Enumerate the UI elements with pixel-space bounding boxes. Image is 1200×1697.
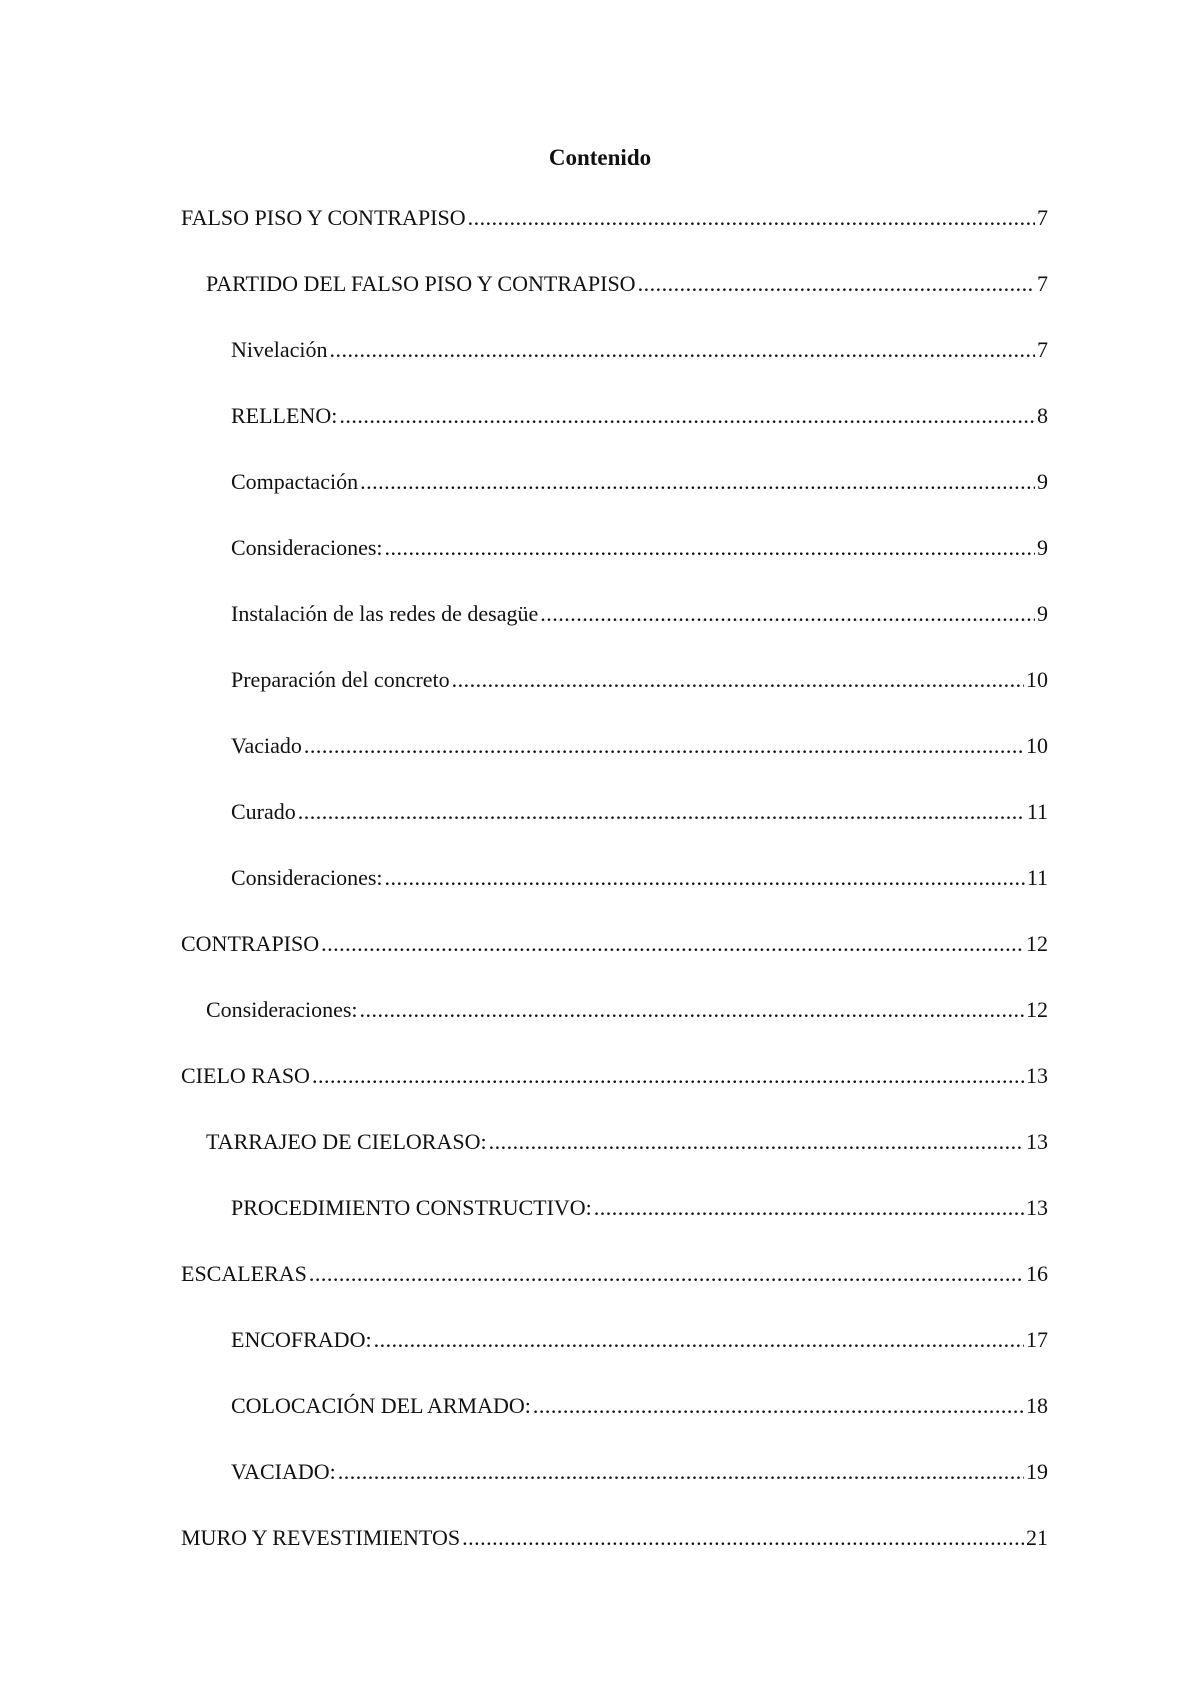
toc-entry-page-number: 16 (1026, 1261, 1048, 1286)
dot-leader (540, 600, 1035, 628)
dot-leader (321, 930, 1024, 958)
dot-leader (339, 402, 1035, 430)
toc-entry-label: CIELO RASO (181, 1063, 310, 1088)
toc-entry-page-number: 12 (1026, 931, 1048, 956)
toc-entry-label: PARTIDO DEL FALSO PISO Y CONTRAPISO (206, 271, 636, 296)
toc-entry-label: Consideraciones: (231, 865, 383, 890)
toc-entry-procedimiento-constructivo[interactable] (0, 1194, 1200, 1260)
dot-leader (360, 996, 1024, 1024)
toc-entry-consideraciones-3[interactable] (0, 996, 1200, 1062)
toc-entry-page-number: 13 (1026, 1129, 1048, 1154)
toc-entry-label: ESCALERAS (181, 1261, 307, 1286)
dot-leader (638, 270, 1035, 298)
toc-entry-label: Preparación del concreto (231, 667, 450, 692)
toc-entry-falso-piso-y-contrapiso[interactable] (0, 204, 1200, 270)
toc-entry-label: Curado (231, 799, 296, 824)
dot-leader (360, 468, 1035, 496)
toc-entry-page-number: 17 (1026, 1327, 1048, 1352)
toc-entry-label: VACIADO: (231, 1459, 336, 1484)
dot-leader (374, 1326, 1024, 1354)
dot-leader (330, 336, 1035, 364)
toc-entry-label: Nivelación (231, 337, 328, 362)
toc-entry-vaciado-escaleras[interactable] (0, 1458, 1200, 1524)
toc-entry-page-number: 13 (1026, 1195, 1048, 1220)
toc-entry-label: CONTRAPISO (181, 931, 320, 956)
dot-leader (309, 1260, 1024, 1288)
toc-entry-colocacion-armado[interactable] (0, 1392, 1200, 1458)
dot-leader (385, 534, 1035, 562)
toc-entry-encofrado[interactable] (0, 1326, 1200, 1392)
toc-entry-label: PROCEDIMIENTO CONSTRUCTIVO: (231, 1195, 592, 1220)
toc-entry-partido-del-falso-piso[interactable] (0, 270, 1200, 336)
dot-leader (452, 666, 1024, 694)
toc-title: Contenido (548, 145, 652, 170)
toc-entry-page-number: 10 (1026, 667, 1048, 692)
toc-entry-label: FALSO PISO Y CONTRAPISO (181, 205, 466, 230)
toc-entry-compactacion[interactable] (0, 468, 1200, 534)
toc-entry-muro-y-revestimientos[interactable] (0, 1524, 1200, 1590)
toc-entry-label: Instalación de las redes de desagüe (231, 601, 539, 626)
toc-entry-label: COLOCACIÓN DEL ARMADO: (231, 1393, 531, 1418)
toc-entry-page-number: 19 (1026, 1459, 1048, 1484)
dot-leader (468, 204, 1035, 232)
dot-leader (298, 798, 1025, 826)
dot-leader (533, 1392, 1024, 1420)
table-of-contents (0, 204, 1200, 1590)
dot-leader (462, 1524, 1024, 1552)
toc-entry-page-number: 9 (1037, 469, 1048, 494)
toc-entry-vaciado[interactable] (0, 732, 1200, 798)
toc-entry-label: Consideraciones: (206, 997, 358, 1022)
dot-leader (338, 1458, 1024, 1486)
toc-entry-page-number: 10 (1026, 733, 1048, 758)
toc-entry-page-number: 7 (1037, 337, 1048, 362)
toc-entry-instalacion-redes-desague[interactable] (0, 600, 1200, 666)
toc-entry-nivelacion[interactable] (0, 336, 1200, 402)
toc-entry-label: RELLENO: (231, 403, 338, 428)
toc-entry-page-number: 21 (1026, 1525, 1048, 1550)
dot-leader (385, 864, 1025, 892)
toc-entry-label: MURO Y REVESTIMIENTOS (181, 1525, 461, 1550)
toc-entry-page-number: 18 (1026, 1393, 1048, 1418)
toc-entry-page-number: 7 (1037, 205, 1048, 230)
toc-entry-label: Compactación (231, 469, 359, 494)
toc-entry-label: Vaciado (231, 733, 302, 758)
toc-entry-label: TARRAJEO DE CIELORASO: (206, 1129, 487, 1154)
toc-entry-cielo-raso[interactable] (0, 1062, 1200, 1128)
toc-entry-page-number: 8 (1037, 403, 1048, 428)
dot-leader (594, 1194, 1024, 1222)
dot-leader (304, 732, 1024, 760)
toc-entry-escaleras[interactable] (0, 1260, 1200, 1326)
toc-entry-preparacion-concreto[interactable] (0, 666, 1200, 732)
toc-entry-page-number: 11 (1026, 865, 1048, 890)
toc-entry-label: ENCOFRADO: (231, 1327, 372, 1352)
toc-entry-page-number: 7 (1037, 271, 1048, 296)
toc-entry-page-number: 9 (1037, 535, 1048, 560)
toc-entry-relleno[interactable] (0, 402, 1200, 468)
toc-entry-page-number: 9 (1037, 601, 1048, 626)
toc-entry-consideraciones[interactable] (0, 534, 1200, 600)
toc-entry-contrapiso[interactable] (0, 930, 1200, 996)
toc-entry-label: Consideraciones: (231, 535, 383, 560)
toc-entry-page-number: 11 (1026, 799, 1048, 824)
dot-leader (489, 1128, 1024, 1156)
dot-leader (312, 1062, 1024, 1090)
toc-entry-curado[interactable] (0, 798, 1200, 864)
toc-entry-tarrajeo-cieloraso[interactable] (0, 1128, 1200, 1194)
toc-entry-page-number: 12 (1026, 997, 1048, 1022)
toc-entry-page-number: 13 (1026, 1063, 1048, 1088)
toc-entry-consideraciones-2[interactable] (0, 864, 1200, 930)
